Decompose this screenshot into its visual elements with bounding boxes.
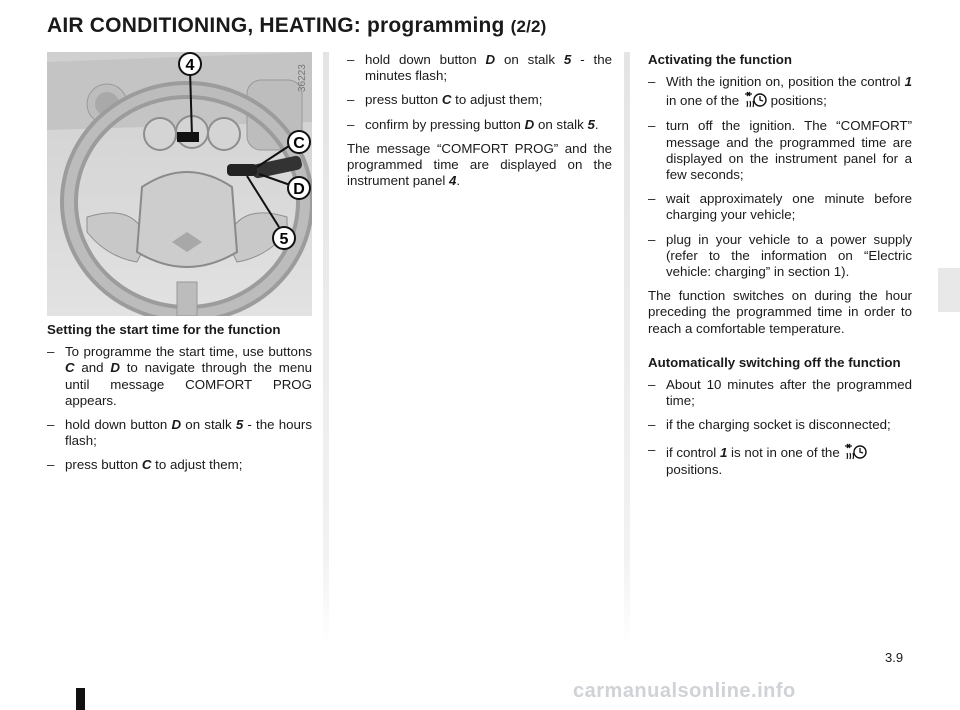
list-item: – confirm by pressing button D on stalk 5. [347, 117, 612, 133]
activating-heading: Activating the function [648, 52, 793, 67]
watermark: carmanualsonline.info [573, 680, 796, 702]
list-item: – press button C to adjust them; [47, 457, 312, 473]
page-title [47, 14, 547, 38]
column-minutes [347, 52, 612, 197]
callout-5: 5 [279, 231, 289, 248]
list-item: – turn off the ignition. The “COMFORT” message and the programmed time are displayed on the instrument panel for a few seconds; [648, 118, 912, 183]
comfort-prog-message: The message “COMFORT PROG” and the programmed time are displayed on the instrument panel 4. [347, 140, 612, 189]
start-time-steps [47, 344, 312, 473]
page-title-main: AIR CONDITIONING, HEATING: programming [47, 14, 505, 37]
column-divider [323, 52, 329, 644]
fan-clock-icon [843, 442, 867, 462]
steering-wheel-illustration [47, 52, 312, 316]
list-item: – hold down button D on stalk 5 - the minutes flash; [347, 52, 612, 84]
figure-number: 36223 [297, 64, 308, 92]
callout-d: D [293, 181, 305, 198]
list-item: – if the charging socket is disconnected; [648, 417, 912, 433]
column-start-time [47, 322, 312, 482]
column-activation [648, 52, 912, 486]
footer-mark [76, 688, 85, 710]
list-item: – To programme the start time, use buttons C and D to navigate through the menu until message COMFORT PROG appears. [47, 344, 312, 409]
auto-off-conditions [648, 377, 912, 478]
start-time-heading: Setting the start time for the function [47, 322, 281, 337]
steering-wheel-drawing [47, 52, 312, 316]
fan-clock-icon [743, 90, 767, 110]
function-description: The function switches on during the hour preceding the programmed time in order to reach a comfortable temperature. [648, 288, 912, 336]
list-item: – wait approximately one minute before charging your vehicle; [648, 191, 912, 223]
callout-4: 4 [185, 57, 195, 74]
minutes-steps [347, 52, 612, 133]
section-tab [938, 268, 960, 312]
column-divider [624, 52, 630, 644]
page-number: 3.9 [885, 650, 904, 665]
list-item: – if control 1 is not in one of the positions. [648, 442, 912, 478]
auto-off-heading: Automatically switching off the function [648, 354, 901, 370]
callout-c: C [293, 135, 305, 152]
list-item: – press button C to adjust them; [347, 92, 612, 108]
activating-steps [648, 74, 912, 280]
list-item: – With the ignition on, position the control 1 in one of the positions; [648, 74, 912, 110]
page-title-suffix: (2/2) [510, 17, 547, 36]
list-item: – About 10 minutes after the programmed time; [648, 377, 912, 409]
list-item: – plug in your vehicle to a power supply (refer to the information on “Electric vehicle: charging” in section 1). [648, 232, 912, 281]
list-item: – hold down button D on stalk 5 - the hours flash; [47, 417, 312, 449]
